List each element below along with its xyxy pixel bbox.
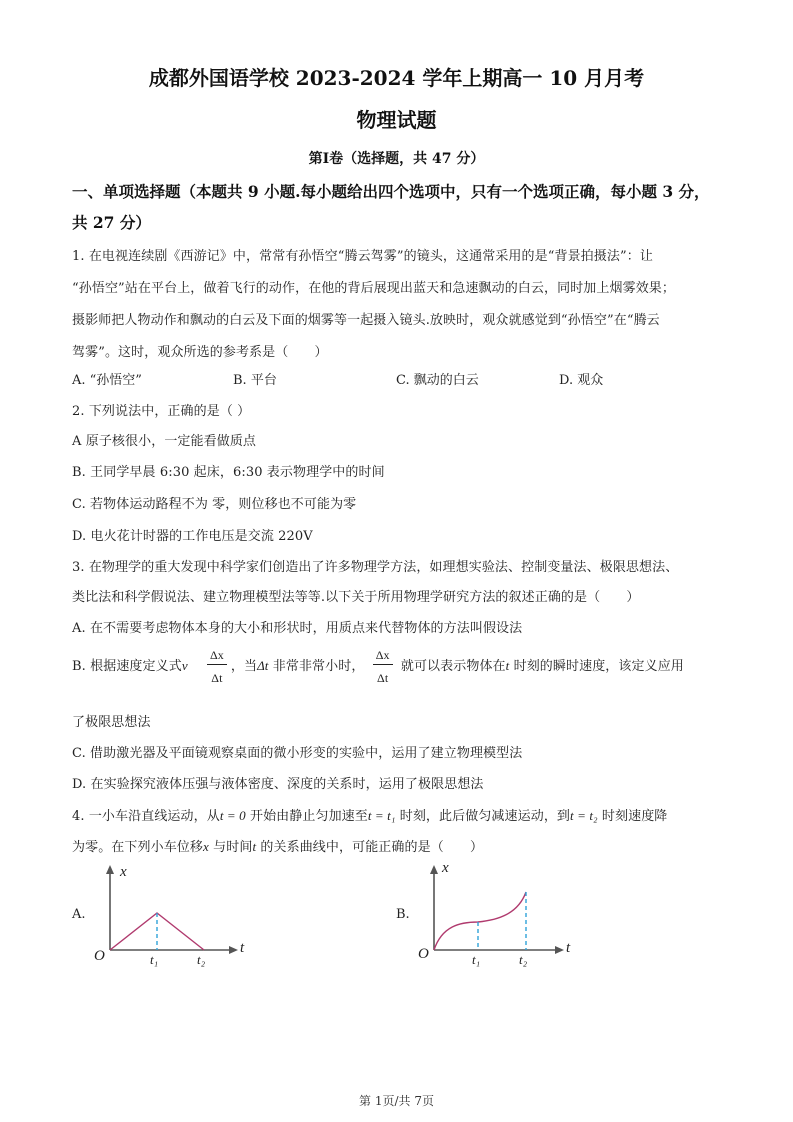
figure-a-y-label: x — [120, 864, 127, 880]
figure-a-t1: t₁ — [150, 952, 159, 967]
q4-text-b: 开始由静止匀加速至 — [245, 809, 368, 824]
q1-option-c[interactable]: C. 飘动的白云 — [396, 373, 479, 388]
q3b-dt: Δt — [257, 658, 269, 673]
q3b-frac2-num: Δx — [373, 648, 393, 665]
q4-line-1 — [72, 805, 667, 824]
q3b-frac1-den: Δt — [211, 671, 223, 685]
q3b-v: v — [181, 658, 188, 673]
q3-option-b-continuation: 了极限思想法 — [72, 715, 151, 730]
figure-b-origin: O — [418, 946, 429, 962]
figure-b-t1: t₁ — [472, 952, 481, 967]
q4-figure-a[interactable] — [66, 862, 266, 972]
q1-line-3: 摄影师把人物动作和飘动的白云及下面的烟雾等一起摄入镜头.放映时，观众就感觉到“孙悟空”在“腾云 — [72, 313, 660, 328]
q3b-mid3: 就可以表示物体在 — [396, 659, 506, 674]
figure-a-x-label: t — [240, 940, 245, 956]
q1-line-2: “孙悟空”站在平台上，做着飞行的动作，在他的背后展现出蓝天和急速飘动的白云，同时加上烟雾效果； — [72, 281, 675, 296]
q2-option-a[interactable]: A 原子核很小，一定能看做质点 — [72, 434, 257, 449]
figure-a-t2: t₂ — [197, 952, 206, 967]
figure-a-label: A. — [72, 907, 86, 922]
q4-text-e: 为零。在下列小车位移 — [72, 840, 204, 855]
q3b-suffix: 时刻的瞬时速度，该定义应用 — [509, 659, 684, 674]
q4-t0: t = 0 — [219, 808, 246, 823]
q3b-eq: = — [187, 659, 199, 674]
q2-option-c[interactable]: C. 若物体运动路程不为 零，则位移也不可能为零 — [72, 497, 357, 512]
page-number: 第 1页/共 7页 — [359, 1094, 434, 1108]
q3b-mid1: ，当 — [230, 659, 258, 674]
q1-option-d[interactable]: D. 观众 — [559, 373, 604, 388]
q4-text-g: 的关系曲线中，可能正确的是（ ） — [256, 840, 484, 855]
q2-option-d[interactable]: D. 电火花计时器的工作电压是交流 220V — [72, 529, 313, 544]
q4-text-c: 时刻，此后做匀减速运动，到 — [395, 809, 571, 824]
q4-t1: t = t₁ — [367, 808, 396, 823]
figure-b-x-label: t — [566, 940, 571, 956]
q4-text-d: 时刻速度降 — [597, 809, 668, 824]
q3-line-1: 3. 在物理学的重大发现中科学家们创造出了许多物理学方法，如理想实验法、控制变量法、极限思想法、 — [72, 560, 679, 575]
figure-b-label: B. — [396, 907, 410, 922]
q1-option-a[interactable]: A. “孙悟空” — [72, 373, 142, 388]
q4-x: x — [203, 839, 209, 854]
exam-title: 成都外国语学校 2023-2024 学年上期高一 10 月月考 — [148, 66, 645, 90]
q4-text-a: 4. 一小车沿直线运动，从 — [72, 809, 220, 824]
q1-option-b[interactable]: B. 平台 — [233, 373, 277, 388]
section-heading-line2: 共 27 分） — [72, 213, 151, 232]
q3-option-d[interactable]: D. 在实验探究液体压强与液体密度、深度的关系时，运用了极限思想法 — [72, 777, 484, 792]
figure-b-t2: t₂ — [519, 952, 528, 967]
q4-figure-b[interactable] — [394, 862, 594, 972]
q1-line-1: 1. 在电视连续剧《西游记》中，常常有孙悟空“腾云驾雾”的镜头，这通常采用的是“背景拍摄法”：让 — [72, 249, 653, 264]
exam-subtitle: 物理试题 — [356, 108, 437, 132]
q2-option-b[interactable]: B. 王同学早晨 6:30 起床，6:30 表示物理学中的时间 — [72, 465, 385, 480]
q3b-mid2: 非常非常小时， — [268, 659, 365, 674]
q4-line-2 — [72, 836, 483, 855]
q3b-fraction-2 — [373, 648, 393, 685]
section-heading-line1: 一、单项选择题（本题共 9 小题.每小题给出四个选项中，只有一个选项正确，每小题 3 分， — [72, 182, 710, 201]
q2-stem: 2. 下列说法中，正确的是（ ） — [72, 404, 251, 419]
q3b-prefix: B. 根据速度定义式 — [72, 659, 182, 674]
q4-t: t — [252, 839, 257, 854]
q3-line-2: 类比法和科学假说法、建立物理模型法等等.以下关于所用物理学研究方法的叙述正确的是（ ） — [72, 590, 640, 605]
q3b-frac2-den: Δt — [377, 671, 389, 685]
q4-text-f: 与时间 — [208, 840, 253, 855]
q3-option-c[interactable]: C. 借助激光器及平面镜观察桌面的微小形变的实验中，运用了建立物理模型法 — [72, 746, 523, 761]
q3b-frac1-num: Δx — [207, 648, 227, 665]
part-heading: 第Ⅰ卷（选择题，共 47 分） — [308, 151, 485, 167]
figure-b-y-label: x — [442, 860, 449, 876]
q3-option-b[interactable] — [72, 648, 684, 685]
q4-t2: t = t₂ — [570, 808, 598, 823]
q3b-t: t — [505, 658, 510, 673]
q3b-fraction-1 — [207, 648, 227, 685]
figure-a-origin: O — [94, 948, 105, 964]
q1-line-4: 驾雾”。这时，观众所选的参考系是（ ） — [72, 345, 328, 360]
q3-option-a[interactable]: A. 在不需要考虑物体本身的大小和形状时，用质点来代替物体的方法叫假设法 — [72, 621, 523, 636]
